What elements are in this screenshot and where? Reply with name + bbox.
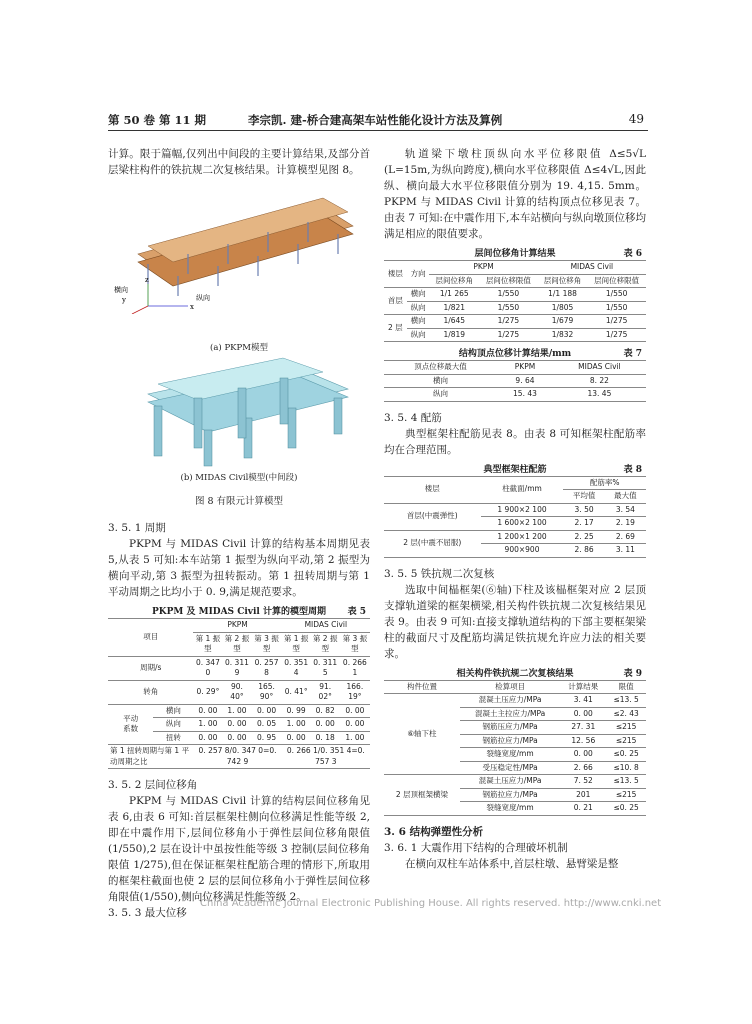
t8-cell: 2. 17 (563, 517, 604, 531)
t5-h-midas: MIDAS Civil (282, 619, 370, 633)
section-3-5-2: 3. 5. 2 层间位移角 (108, 779, 198, 791)
t9-cell: 混凝土主拉应力/MPa (460, 707, 560, 721)
t5-cell: 0. 00 (251, 704, 281, 718)
table-row (108, 656, 370, 680)
table-6-caption (384, 246, 646, 260)
t6-cell: 1/275 (587, 315, 646, 329)
t6-cell: 1/805 (538, 301, 588, 315)
paragraph: 在横向双柱车站体系中,首层柱墩、悬臂梁是整 (405, 857, 619, 870)
axis-label-y: y (122, 296, 126, 304)
table-row (108, 745, 370, 769)
t5-coef-dir: 扭转 (153, 731, 193, 745)
journal-volume: 第 50 卷 第 11 期 (108, 113, 207, 127)
t5-cell: 0. 00 (222, 718, 251, 732)
table-9-caption (384, 666, 646, 680)
t8-cell: 1 200×1 200 (481, 530, 564, 544)
t6-h-pkpm: PKPM (429, 261, 537, 275)
t9-cell: ≤2. 43 (606, 707, 646, 721)
t6-h-midas: MIDAS Civil (538, 261, 646, 275)
t9-cell: 0. 00 (560, 748, 606, 762)
t5-cell: 0. 00 (311, 718, 340, 732)
t7-cell: 纵向 (384, 388, 497, 402)
t9-cell: 混凝土压应力/MPa (460, 775, 560, 789)
t6-cell: 1/550 (479, 301, 538, 315)
figure-8 (108, 178, 370, 492)
axis-label-x: x (190, 303, 194, 311)
figure-8b-caption: (b) MIDAS Civil模型(中间段) (180, 473, 298, 483)
t9-cell: 2. 66 (560, 761, 606, 775)
t9-cell: 裂缝宽度/mm (460, 748, 560, 762)
t9-cell: 裂缝宽度/mm (460, 802, 560, 816)
table-5-title: PKPM 及 MIDAS Civil 计算的模型周期 (152, 607, 326, 617)
t9-cell: ≤215 (606, 788, 646, 802)
t8-cell: 1 600×2 100 (481, 517, 564, 531)
t5-cell: 0. 266 1 (340, 656, 370, 680)
table-row (384, 315, 646, 329)
table-row (384, 775, 646, 789)
table-row (384, 388, 646, 402)
t5-cell: 1. 00 (222, 704, 251, 718)
t5-cell: 0. 18 (311, 731, 340, 745)
figure-8a-caption: (a) PKPM模型 (210, 343, 268, 353)
t5-coef-dir: 横向 (153, 704, 193, 718)
t9-cell: ≤0. 25 (606, 748, 646, 762)
t5-cell: 0. 95 (251, 731, 281, 745)
t8-floor: 2 层(中震不屈服) (384, 530, 481, 557)
table-5-caption (108, 604, 370, 618)
t9-cell: ≤13. 5 (606, 775, 646, 789)
t5-cell: 0. 00 (282, 731, 311, 745)
t8-h-avg: 平均值 (563, 490, 604, 504)
t8-cell: 2. 69 (605, 530, 646, 544)
pkpm-model-drawing (138, 198, 353, 296)
section-3-6: 3. 6 结构弹塑性分析 (384, 825, 484, 838)
t9-h-lim: 限值 (606, 680, 646, 694)
t6-cell: 横向 (407, 288, 430, 302)
table-row (384, 374, 646, 388)
table-row (384, 301, 646, 315)
t6-h-b: 层间位移限值 (479, 274, 538, 288)
table-5-number: 表 5 (347, 607, 366, 617)
table-row (108, 704, 370, 718)
t5-cell: 91. 02° (311, 680, 340, 704)
table-9-number: 表 9 (623, 668, 642, 679)
t5-h-item: 项目 (108, 619, 193, 657)
watermark-footer: China Academic Journal Electronic Publishing House. All rights reserved. http://www.cnki.net (200, 898, 662, 909)
t7-cell: 15. 43 (497, 388, 553, 402)
t5-coef-dir: 纵向 (153, 718, 193, 732)
t8-cell: 2. 19 (605, 517, 646, 531)
t6-cell: 1/1 265 (429, 288, 479, 302)
t9-cell: 混凝土压应力/MPa (460, 694, 560, 708)
t5-cell: 166. 19° (340, 680, 370, 704)
t8-cell: 2. 86 (563, 544, 604, 558)
axis-triad (132, 284, 188, 314)
table-9 (384, 680, 646, 816)
table-8-title: 典型框架柱配筋 (483, 464, 547, 475)
t9-cell: 0. 00 (560, 707, 606, 721)
t6-cell: 纵向 (407, 328, 430, 342)
paragraph: PKPM 与 MIDAS Civil 计算的结构层间位移角见表 6,由表 6 可知:首层框架柱侧向位移满足性能等级 2,即在中震作用下,层间位移角小于弹性层间位移角限值(1/550),2 层在设计中虽按性能等级 3 控制(层间位移角限值 1/275),但在保证框架柱配筋合理的情形下,所取用的框架柱截面也使 2 层的层间位移角小于弹性层间位移角限值(1/550),侧向位移满足性能等级 2。 (108, 795, 370, 903)
t5-cell: 0. 347 0 (193, 656, 222, 680)
t5-cell: 0. 00 (222, 731, 251, 745)
section-3-5-1: 3. 5. 1 周期 (108, 522, 166, 534)
page-number: 49 (628, 112, 644, 126)
t9-cell: ≤10. 8 (606, 761, 646, 775)
t6-cell: 1/550 (587, 288, 646, 302)
t9-cell: 0. 21 (560, 802, 606, 816)
t7-h-pkpm: PKPM (497, 361, 553, 375)
table-7 (384, 360, 646, 402)
t5-cell: 0. 00 (193, 704, 222, 718)
table-7-title: 结构顶点位移计算结果/mm (458, 349, 572, 359)
table-8-caption (384, 462, 646, 476)
t5-mode: 第 2 振型 (311, 632, 340, 656)
t5-cell: 0. 82 (311, 704, 340, 718)
t7-h-item: 顶点位移最大值 (384, 361, 497, 375)
t6-cell: 1/821 (429, 301, 479, 315)
t8-floor: 首层(中震弹性) (384, 503, 481, 530)
table-row (384, 694, 646, 708)
t7-cell: 9. 64 (497, 374, 553, 388)
t8-cell: 1 900×2 100 (481, 503, 564, 517)
t6-floor: 2 层 (384, 315, 407, 342)
t9-cell: 钢筋拉应力/MPa (460, 788, 560, 802)
t9-h-res: 计算结果 (560, 680, 606, 694)
t5-cell: 0. 05 (251, 718, 281, 732)
t9-h-item: 检算项目 (460, 680, 560, 694)
t9-cell: ≤0. 25 (606, 802, 646, 816)
t8-h-ratio: 配筋率% (563, 476, 646, 490)
t8-cell: 3. 11 (605, 544, 646, 558)
t6-h-dir: 方向 (407, 261, 430, 288)
midas-model-figure (108, 354, 370, 474)
t5-cell: 1. 00 (282, 718, 311, 732)
t5-mode: 第 1 振型 (193, 632, 222, 656)
table-9-title: 相关构件铁抗规二次复核结果 (456, 668, 574, 679)
t5-cell: 0. 00 (340, 704, 370, 718)
t5-coef-text: 平动系数 (123, 713, 139, 734)
t5-coef-label (108, 704, 153, 745)
t6-h-floor: 楼层 (384, 261, 407, 288)
t5-ratio-label: 第 1 扭转周期与第 1 平动周期之比 (108, 745, 193, 769)
t9-cell: 201 (560, 788, 606, 802)
t9-cell: 钢筋压应力/MPa (460, 721, 560, 735)
t8-cell: 3. 54 (605, 503, 646, 517)
t9-group: 2 层顶框架横梁 (384, 775, 460, 816)
right-column (384, 146, 646, 872)
axis-label-z: z (145, 276, 149, 284)
t6-cell: 纵向 (407, 301, 430, 315)
t6-cell: 1/832 (538, 328, 588, 342)
table-row (108, 680, 370, 704)
t9-cell: 受压稳定性/MPa (460, 761, 560, 775)
paragraph: PKPM 与 MIDAS Civil 计算的结构基本周期见表 5,从表 5 可知:本车站第 1 振型为纵向平动,第 2 振型为横向平动,第 3 振型为扭转振动。第 1 扭转周期与第 1 平动周期之比均小于 0. 9,满足规范要求。 (108, 538, 370, 598)
t5-ratio-pkpm: 0. 257 8/0. 347 0=0. 742 9 (193, 745, 281, 769)
t5-cell: 90. 40° (222, 680, 251, 704)
paragraph: 典型框架柱配筋见表 8。由表 8 可知框架柱配筋率均在合理范围。 (384, 427, 646, 456)
t5-cell: 0. 29° (193, 680, 222, 704)
t8-h-sec: 柱截面/mm (481, 476, 564, 503)
t6-h-a: 层间位移角 (429, 274, 479, 288)
t5-cell: 165. 90° (251, 680, 281, 704)
t9-h-pos: 构件位置 (384, 680, 460, 694)
t8-cell: 2. 25 (563, 530, 604, 544)
t5-cell: 0. 41° (282, 680, 311, 704)
t5-cell: 0. 311 9 (222, 656, 251, 680)
left-column (108, 146, 370, 921)
table-6-title: 层间位移角计算结果 (474, 249, 556, 259)
t5-ratio-midas: 0. 266 1/0. 351 4=0. 757 3 (282, 745, 370, 769)
t5-cell: 转角 (108, 680, 193, 704)
running-title: 李宗凯. 建-桥合建高架车站性能化设计方法及算例 (248, 113, 503, 127)
t5-cell: 0. 00 (340, 718, 370, 732)
t5-cell: 1. 00 (193, 718, 222, 732)
table-5 (108, 618, 370, 769)
midas-model-drawing (148, 358, 348, 466)
t6-cell: 1/275 (479, 315, 538, 329)
t7-cell: 13. 45 (553, 388, 646, 402)
page-header (108, 108, 652, 128)
t7-cell: 横向 (384, 374, 497, 388)
t9-cell: ≤215 (606, 734, 646, 748)
table-6-number: 表 6 (623, 249, 642, 259)
table-row (384, 503, 646, 517)
t5-cell: 0. 257 8 (251, 656, 281, 680)
section-3-5-3: 3. 5. 3 最大位移 (108, 907, 187, 919)
t9-cell: 12. 56 (560, 734, 606, 748)
paragraph: 选取中间榀框架(⑥轴)下柱及该榀框架对应 2 层顶支撑轨道梁的框架横梁,相关构件铁抗规二次复核结果见表 9。由表 9 可知:直接支撑轨道结构的下部主要框架梁柱的截面尺寸及配筋均满足铁抗规允许应力法的相关要求。 (384, 583, 646, 660)
t5-cell: 1. 00 (340, 731, 370, 745)
t7-h-midas: MIDAS Civil (553, 361, 646, 375)
t9-group: ⑥轴下柱 (384, 694, 460, 775)
table-8 (384, 476, 646, 558)
table-7-number: 表 7 (623, 349, 642, 359)
t6-cell: 1/819 (429, 328, 479, 342)
t8-cell: 900×900 (481, 544, 564, 558)
t9-cell: 27. 31 (560, 721, 606, 735)
paragraph: 计算。限于篇幅,仅列出中间段的主要计算结果,及部分首层梁柱构件的铁抗规二次复核结果。计算模型见图 8。 (108, 148, 370, 176)
table-row (384, 288, 646, 302)
t9-cell: 钢筋拉应力/MPa (460, 734, 560, 748)
t8-cell: 3. 50 (563, 503, 604, 517)
t6-cell: 1/550 (587, 301, 646, 315)
paragraph: 轨道梁下墩柱顶纵向水平位移限值 Δ≤5√L (L=15m,为纵向跨度),横向水平位移限值 Δ≤4√L,因此纵、横向最大水平位移限值分别为 19. 4,15. 5mm。PKPM 与 MIDAS Civil 计算的结构顶点位移见表 7。由表 7 可知:在中震作用下,本车站横向与纵向墩顶位移均满足相应的限值要求。 (384, 148, 646, 240)
axis-name-longitudinal: 纵向 (196, 294, 210, 302)
t9-cell: 3. 41 (560, 694, 606, 708)
t6-cell: 1/275 (587, 328, 646, 342)
t5-mode: 第 3 振型 (251, 632, 281, 656)
t6-cell: 1/275 (479, 328, 538, 342)
section-3-5-5: 3. 5. 5 铁抗规二次复核 (384, 567, 495, 580)
t5-cell: 0. 351 4 (282, 656, 311, 680)
t9-cell: ≤215 (606, 721, 646, 735)
section-3-5-4: 3. 5. 4 配筋 (384, 411, 442, 424)
t8-h-floor: 楼层 (384, 476, 481, 503)
t5-cell: 周期/s (108, 656, 193, 680)
t5-cell: 0. 311 5 (311, 656, 340, 680)
t6-cell: 1/550 (479, 288, 538, 302)
table-row (384, 530, 646, 544)
t7-cell: 8. 22 (553, 374, 646, 388)
t6-floor: 首层 (384, 288, 407, 315)
table-row (384, 328, 646, 342)
t5-cell: 0. 99 (282, 704, 311, 718)
t9-cell: 7. 52 (560, 775, 606, 789)
section-3-6-1: 3. 6. 1 大震作用下结构的合理破坏机制 (384, 841, 568, 854)
table-8-number: 表 8 (623, 464, 642, 475)
t6-cell: 1/1 188 (538, 288, 588, 302)
t6-h-d: 层间位移限值 (587, 274, 646, 288)
t6-cell: 1/645 (429, 315, 479, 329)
t5-mode: 第 2 振型 (222, 632, 251, 656)
pkpm-model-figure (108, 184, 370, 314)
figure-8-caption: 图 8 有限元计算模型 (194, 496, 284, 507)
t5-mode: 第 1 振型 (282, 632, 311, 656)
table-6 (384, 260, 646, 342)
header-rule (108, 130, 648, 131)
table-7-caption (384, 346, 646, 360)
t6-cell: 横向 (407, 315, 430, 329)
t5-mode: 第 3 振型 (340, 632, 370, 656)
axis-name-transverse: 横向 (114, 286, 128, 294)
t5-cell: 0. 00 (193, 731, 222, 745)
t6-cell: 1/679 (538, 315, 588, 329)
t8-h-max: 最大值 (605, 490, 646, 504)
t9-cell: ≤13. 5 (606, 694, 646, 708)
t5-h-pkpm: PKPM (193, 619, 281, 633)
t6-h-c: 层间位移角 (538, 274, 588, 288)
